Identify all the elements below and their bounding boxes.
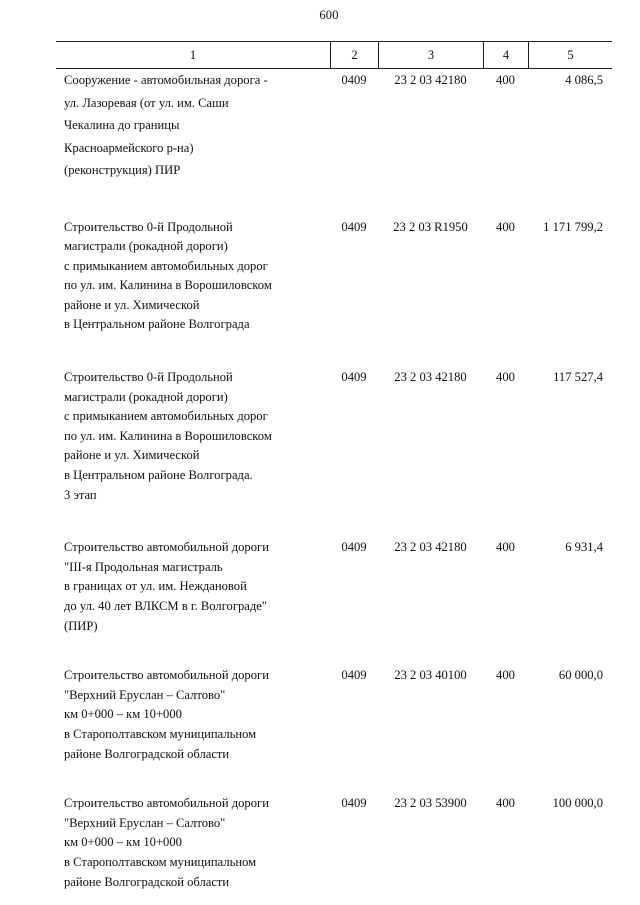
cell-expenditure-name-line: "Верхний Еруслан – Салтово" — [64, 815, 226, 830]
cell-section-code: 0409 — [341, 219, 367, 234]
column-header-5: 5 — [528, 42, 612, 68]
cell-target-article-code: 23 2 03 40100 — [394, 668, 467, 683]
cell-expenditure-name-line: (реконструкция) ПИР — [64, 163, 181, 177]
cell-amount: 4 086,5 — [565, 73, 603, 87]
cell-section-code: 0409 — [341, 73, 367, 87]
cell-expenditure-name-line: ул. Лазоревая (от ул. им. Саши — [64, 95, 229, 110]
table-row — [56, 368, 612, 505]
cell-expenditure-name-line: по ул. им. Калинина в Ворошиловском — [64, 428, 272, 443]
cell-expenditure-name-line: в Центральном районе Волгограда. — [64, 468, 253, 483]
cell-expenditure-name — [56, 666, 330, 764]
cell-expenditure-name-line: Чекалина до границы — [64, 118, 180, 132]
cell-expenditure-name-line: 3 этап — [64, 487, 97, 502]
cell-expenditure-name-line: км 0+000 – км 10+000 — [64, 707, 182, 722]
cell-expenditure-name-line: Строительство автомобильной дороги — [64, 796, 269, 811]
cell-target-article-code: 23 2 03 42180 — [394, 370, 467, 385]
cell-expenditure-name-line: в Центральном районе Волгограда — [64, 317, 250, 332]
cell-expenditure-type-code: 400 — [496, 668, 515, 683]
cell-target-article-code: 23 2 03 42180 — [394, 540, 467, 555]
cell-expenditure-type-code: 400 — [496, 796, 515, 811]
cell-section-code: 0409 — [341, 668, 367, 683]
table-row — [56, 69, 612, 182]
table-header-row — [56, 42, 612, 68]
cell-expenditure-name-line: по ул. им. Калинина в Ворошиловском — [64, 278, 272, 293]
table-body — [56, 69, 612, 892]
cell-expenditure-type-code: 400 — [496, 219, 515, 234]
column-header-4: 4 — [483, 42, 528, 68]
page-number: 600 — [319, 8, 339, 22]
cell-expenditure-name-line: (ПИР) — [64, 618, 98, 633]
cell-expenditure-name-line: районе Волгоградской области — [64, 746, 230, 761]
cell-expenditure-name-line: "Верхний Еруслан – Салтово" — [64, 687, 226, 702]
cell-expenditure-name-line: "III-я Продольная магистраль — [64, 559, 223, 574]
cell-expenditure-name-line: до ул. 40 лет ВЛКСМ в г. Волгограде" — [64, 599, 268, 613]
cell-expenditure-name-line: Строительство автомобильной дороги — [64, 668, 269, 683]
cell-amount: 60 000,0 — [558, 668, 603, 683]
cell-expenditure-name-line: в Старополтавском муниципальном — [64, 726, 257, 741]
cell-amount: 100 000,0 — [552, 796, 603, 811]
cell-expenditure-type-code: 400 — [496, 540, 515, 555]
cell-amount: 117 527,4 — [553, 370, 603, 385]
row-gap — [56, 505, 612, 538]
row-gap — [56, 335, 612, 368]
cell-expenditure-type-code: 400 — [496, 73, 515, 87]
cell-expenditure-name-line: в границах от ул. им. Неждановой — [64, 579, 247, 594]
cell-expenditure-name-line: Строительство автомобильной дороги — [64, 540, 269, 555]
row-gap — [56, 636, 612, 666]
cell-section-code: 0409 — [341, 540, 367, 555]
cell-expenditure-name-line: Строительство 0-й Продольной — [64, 219, 233, 234]
cell-expenditure-name-line: Красноармейского р-на) — [64, 140, 194, 155]
cell-section-code: 0409 — [341, 370, 367, 385]
table-row — [56, 794, 612, 892]
cell-target-article-code: 23 2 03 R1950 — [393, 219, 468, 234]
cell-expenditure-name — [56, 368, 330, 505]
cell-expenditure-type-code: 400 — [496, 370, 515, 385]
cell-expenditure-name-line: районе Волгоградской области — [64, 874, 230, 889]
cell-expenditure-name-line: Сооружение - автомобильная дорога - — [64, 73, 268, 87]
cell-expenditure-name-line: магистрали (рокадной дороги) — [64, 389, 228, 404]
cell-amount: 1 171 799,2 — [543, 219, 603, 234]
cell-expenditure-name-line: районе и ул. Химической — [64, 448, 200, 463]
cell-expenditure-name — [56, 69, 330, 182]
cell-amount: 6 931,4 — [565, 540, 603, 555]
cell-expenditure-name-line: км 0+000 – км 10+000 — [64, 835, 182, 850]
cell-target-article-code: 23 2 03 53900 — [394, 796, 467, 811]
cell-section-code: 0409 — [341, 796, 367, 811]
table-row — [56, 666, 612, 764]
cell-target-article-code: 23 2 03 42180 — [394, 73, 467, 87]
cell-expenditure-name-line: в Старополтавском муниципальном — [64, 854, 257, 869]
cell-expenditure-name — [56, 538, 330, 636]
table-row — [56, 538, 612, 636]
cell-expenditure-name-line: Строительство 0-й Продольной — [64, 370, 233, 385]
cell-expenditure-name-line: с примыканием автомобильных дорог — [64, 258, 268, 273]
cell-expenditure-name — [56, 218, 330, 336]
row-gap — [56, 764, 612, 794]
cell-expenditure-name-line: районе и ул. Химической — [64, 297, 200, 312]
column-header-1: 1 — [189, 48, 197, 62]
column-header-3: 3 — [378, 42, 483, 68]
cell-expenditure-name-line: с примыканием автомобильных дорог — [64, 409, 268, 424]
column-header-2: 2 — [330, 42, 378, 68]
table-row — [56, 218, 612, 336]
budget-appropriations-table — [56, 41, 612, 892]
cell-expenditure-name — [56, 794, 330, 892]
row-gap — [56, 182, 612, 218]
cell-expenditure-name-line: магистрали (рокадной дороги) — [64, 239, 228, 254]
